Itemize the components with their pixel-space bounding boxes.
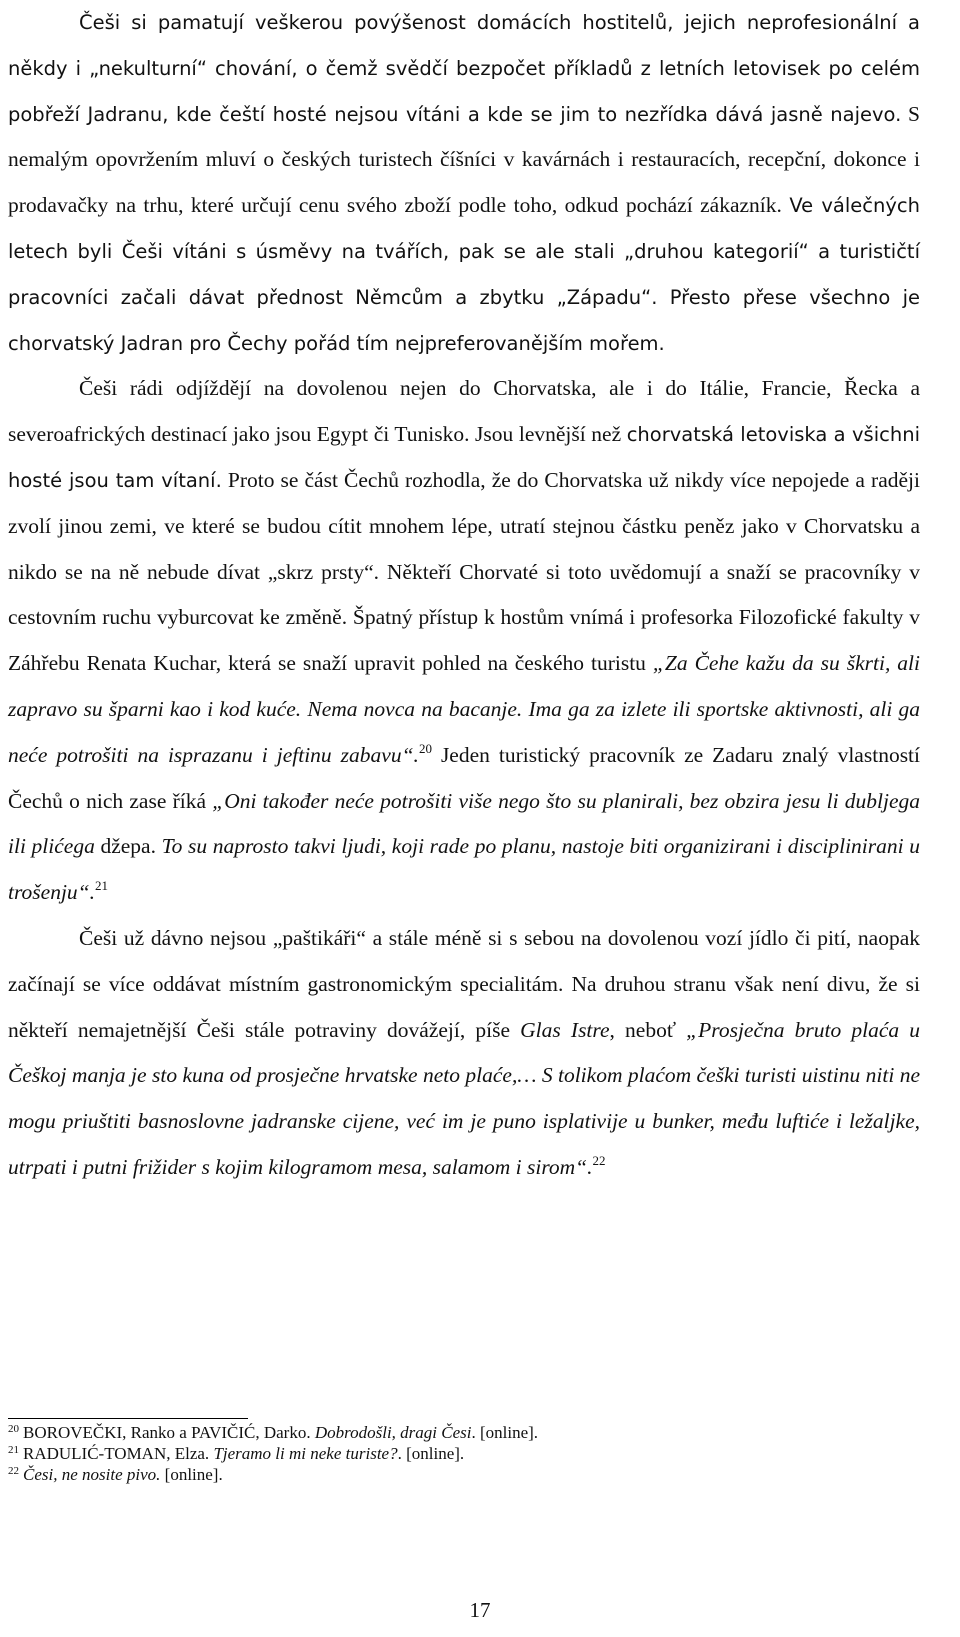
source-glas-istre: Glas Istre [520,1017,610,1042]
footnote-title: Tjeramo li mi neke turiste? [213,1444,398,1463]
page-number: 17 [469,1598,491,1622]
footnote-title: Česi, ne nosite pivo. [23,1465,161,1484]
footnote-number: 20 [8,1423,19,1435]
paragraph-3-part-b: , neboť [609,1017,677,1042]
footnote-separator [8,1418,248,1419]
paragraph-3 [8,916,920,1191]
quote-kuchar: „Za Čehe kažu da su škrti, ali zapravo su šparni kao i kod kuće. Nema novca na bacanje. Ima ga za izlete ili sportske aktivnosti, ali ga neće potrošiti na isprazanu i jeftinu zabavu“. [8,651,921,767]
paragraph-2-part-b: chorvatská letoviska a všichni hosté jsou tam vítaní. [8,423,920,492]
footnote-authors: RADULIĆ-TOMAN, Elza. [23,1444,210,1463]
footnote-title: Dobrodošli, dragi Česi [314,1423,472,1442]
paragraph-2-part-d2: džepa. [100,834,156,859]
footnote-number: 22 [8,1465,19,1477]
paragraph-1-part-c: Ve válečných letech byli Češi vítáni s úsměvy na tvářích, pak se ale stali „druhou kategorií“ a turističtí pracovníci začali dávat přednost Němcům a zbytku „Západu“. Přesto přese všechno je chorvatský Jadran pro Čechy pořád tím nejpreferovanějším mořem. [8,194,920,355]
footnote-20 [8,1422,920,1443]
footnote-number: 21 [8,1444,19,1456]
footnote-22 [8,1464,920,1485]
paragraph-2-part-a: Češi rádi odjíždějí na dovolenou nejen do Chorvatska, ale i do Itálie, Francie, Řecka a severoafrických destinací jako jsou Egypt či Tunisko. Jsou levnější než [8,376,920,447]
quote-zadar-2: To su naprosto takvi ljudi, koji rade po planu, nastoje biti organizirani i disciplinirani u trošenju“. [8,834,920,905]
body-text [8,0,920,1191]
footnote-ref-22[interactable]: 22 [592,1152,606,1168]
footnote-ref-21[interactable]: 21 [95,878,109,894]
paragraph-1-part-a: Češi si pamatují veškerou povýšenost domácích hostitelů, jejich neprofesionální a někdy i „nekulturní“ chování, o čemž svědčí bezpočet příkladů z letních letovisek po celém pobřeží Jadranu, kde čeští hosté nejsou vítáni a kde se jim to nezřídka dává jasně najevo. [8,11,920,126]
footnote-21 [8,1443,920,1464]
paragraph-1 [8,0,920,366]
footnote-rest: . [online]. [397,1444,465,1463]
footnote-rest: . [online]. [471,1423,539,1442]
quote-glas-istre: „Prosječna bruto plaća u Češkoj manja je sto kuna od prosječne hrvatske neto plaće,… S tolikom plaćom češki turisti uistinu niti ne mogu priuštiti basnoslovne jadranske cijene, već im je puno isplativije u bunker, među luftiće i ležaljke, utrpati i putni frižider s kojim kilogramom mesa, salamom i sirom“. [8,1017,921,1179]
paragraph-1-part-b: S nemalým opovržením mluví o českých turistech číšníci v kavárnách i restauracích, recepční, dokonce i prodavačky na trhu, které určují cenu svého zboží podle toho, odkud pochází zákazník. [8,101,921,218]
paragraph-3-part-a: Češi už dávno nejsou „paštikáři“ a stále méně si s sebou na dovolenou vozí jídlo či pití, naopak začínají se více oddávat místním gastronomickým specialitám. Na druhou stranu však není divu, že si někteří nemajetnější Češi stále potraviny dovážejí, píše [8,925,920,1042]
paragraph-2 [8,366,920,916]
quote-zadar-1: „Oni također neće potrošiti više nego što su planirali, bez obzira jesu li dubljega ili plićega [8,788,920,859]
footnote-authors: BOROVEČKI, Ranko a PAVIČIĆ, Darko. [23,1423,311,1442]
footnote-ref-20[interactable]: 20 [418,740,432,756]
footnote-rest: [online]. [160,1465,223,1484]
footnotes [8,1422,920,1485]
paragraph-2-part-d: Jeden turistický pracovník ze Zadaru znalý vlastností Čechů o nich zase říká [8,742,921,813]
paragraph-2-part-c: Proto se část Čechů rozhodla, že do Chorvatska už nikdy více nepojede a raději zvolí jinou zemi, ve které se budou cítit mnohem lépe, utratí stejnou částku peněz jako v Chorvatsku a nikdo se na ně nebude dívat „skrz prsty“. Někteří Chorvaté si toto uvědomují a snaží se pracovníky v cestovním ruchu vyburcovat ke změně. Špatný přístup k hostům vnímá i profesorka Filozofické fakulty v Záhřebu Renata Kuchar, která se snaží upravit pohled na českého turistu [8,467,920,676]
